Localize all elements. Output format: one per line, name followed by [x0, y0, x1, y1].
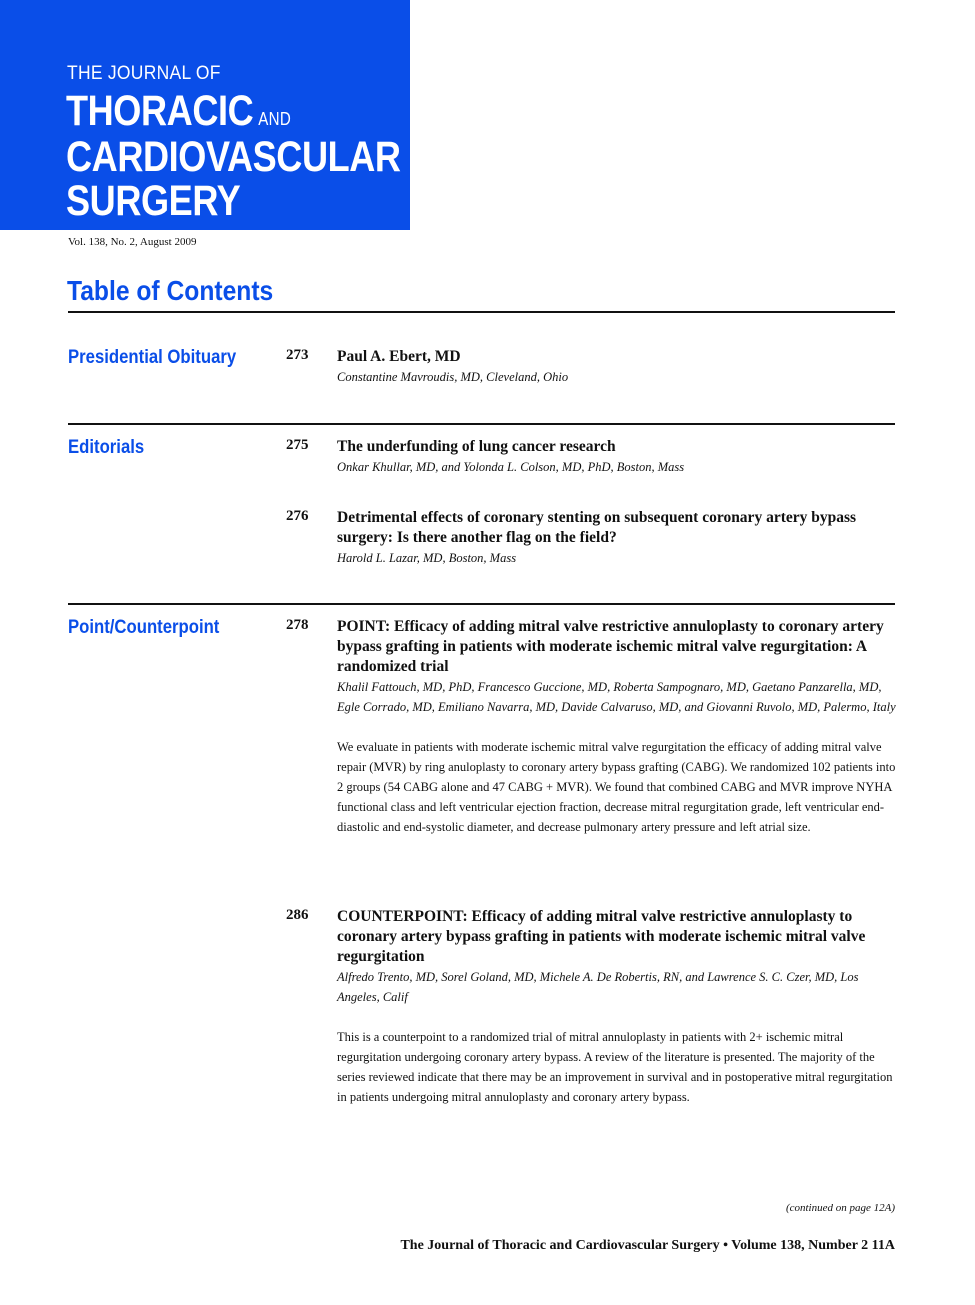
entry-body [337, 347, 897, 387]
section-divider [68, 423, 895, 425]
masthead-thoracic: THORACIC [66, 87, 254, 135]
section-divider [68, 603, 895, 605]
journal-masthead [0, 0, 410, 230]
entry-authors: Khalil Fattouch, MD, PhD, Francesco Guccione, MD, Roberta Sampognaro, MD, Gaetano Panzarella, MD, Egle Corrado, MD, Emiliano Navarra, MD, Davide Calvaruso, MD, and Giovanni Ruvolo, MD, Palermo, Italy [337, 680, 896, 714]
entry-authors: Constantine Mavroudis, MD, Cleveland, Ohio [337, 370, 569, 384]
entry-body [337, 437, 897, 477]
continued-note: (continued on page 12A) [785, 1202, 895, 1214]
entry-title[interactable]: The underfunding of lung cancer research [337, 438, 616, 455]
entry-authors: Onkar Khullar, MD, and Yolonda L. Colson, MD, PhD, Boston, Mass [337, 460, 685, 474]
masthead-line-cardiovascular: CARDIOVASCULAR [66, 133, 401, 181]
entry-body [337, 907, 897, 1107]
entry-page-number: 273 [286, 347, 309, 363]
issue-info: Vol. 138, No. 2, August 2009 [68, 236, 197, 248]
masthead-and: AND [258, 109, 291, 129]
entry-page-number: 276 [286, 508, 309, 524]
title-divider [68, 311, 895, 313]
entry-authors: Alfredo Trento, MD, Sorel Goland, MD, Michele A. De Robertis, RN, and Lawrence S. C. Czer, MD, Los Angeles, Calif [337, 970, 859, 1004]
section-label-point-counterpoint: Point/Counterpoint [68, 617, 220, 638]
page-title: Table of Contents [67, 275, 274, 306]
entry-body [337, 617, 897, 837]
entry-title[interactable]: POINT: Efficacy of adding mitral valve restrictive annuloplasty to coronary artery bypass grafting in patients with moderate ischemic mitral valve regurgitation: A randomized trial [337, 618, 884, 675]
entry-page-number: 275 [286, 437, 309, 453]
section-label-presidential-obituary: Presidential Obituary [68, 347, 237, 368]
masthead-line-surgery: SURGERY [66, 177, 241, 225]
entry-page-number: 286 [286, 907, 309, 923]
entry-title[interactable]: Paul A. Ebert, MD [337, 348, 461, 365]
entry-title[interactable]: Detrimental effects of coronary stenting on subsequent coronary artery bypass surgery: Is there another flag on the field? [337, 509, 857, 546]
entry-abstract: We evaluate in patients with moderate ischemic mitral valve regurgitation the efficacy of adding mitral valve repair (MVR) by ring anuloplasty to coronary artery bypass grafting (CABG). We randomized 102 patients into 2 groups (54 CABG alone and 47 CABG + MVR). We found that combined CABG and MVR improve NYHA functional class and left ventricular ejection fraction, decrease mitral regurgitation grade, left ventricular end-diastolic and end-systolic diameter, and decrease pulmonary artery pressure and left atrial size. [337, 740, 896, 834]
entry-authors: Harold L. Lazar, MD, Boston, Mass [337, 551, 517, 565]
masthead-line-journal-of: THE JOURNAL OF [67, 63, 221, 84]
section-label-editorials: Editorials [68, 437, 145, 458]
entry-body [337, 508, 897, 568]
entry-title[interactable]: COUNTERPOINT: Efficacy of adding mitral valve restrictive annuloplasty to coronary artery bypass grafting in patients with moderate ischemic mitral valve regurgitation [337, 908, 866, 965]
entry-abstract: This is a counterpoint to a randomized trial of mitral annuloplasty in patients with 2+ ischemic mitral regurgitation undergoing coronary artery bypass. A review of the literature is presented. The majority of the series reviewed indicate that there may be an improvement in survival and in postoperative mitral regurgitation in patients undergoing mitral annuloplasty and coronary artery bypass. [337, 1030, 893, 1104]
entry-page-number: 278 [286, 617, 309, 633]
page-footer: The Journal of Thoracic and Cardiovascular Surgery • Volume 138, Number 2 11A [400, 1238, 895, 1253]
